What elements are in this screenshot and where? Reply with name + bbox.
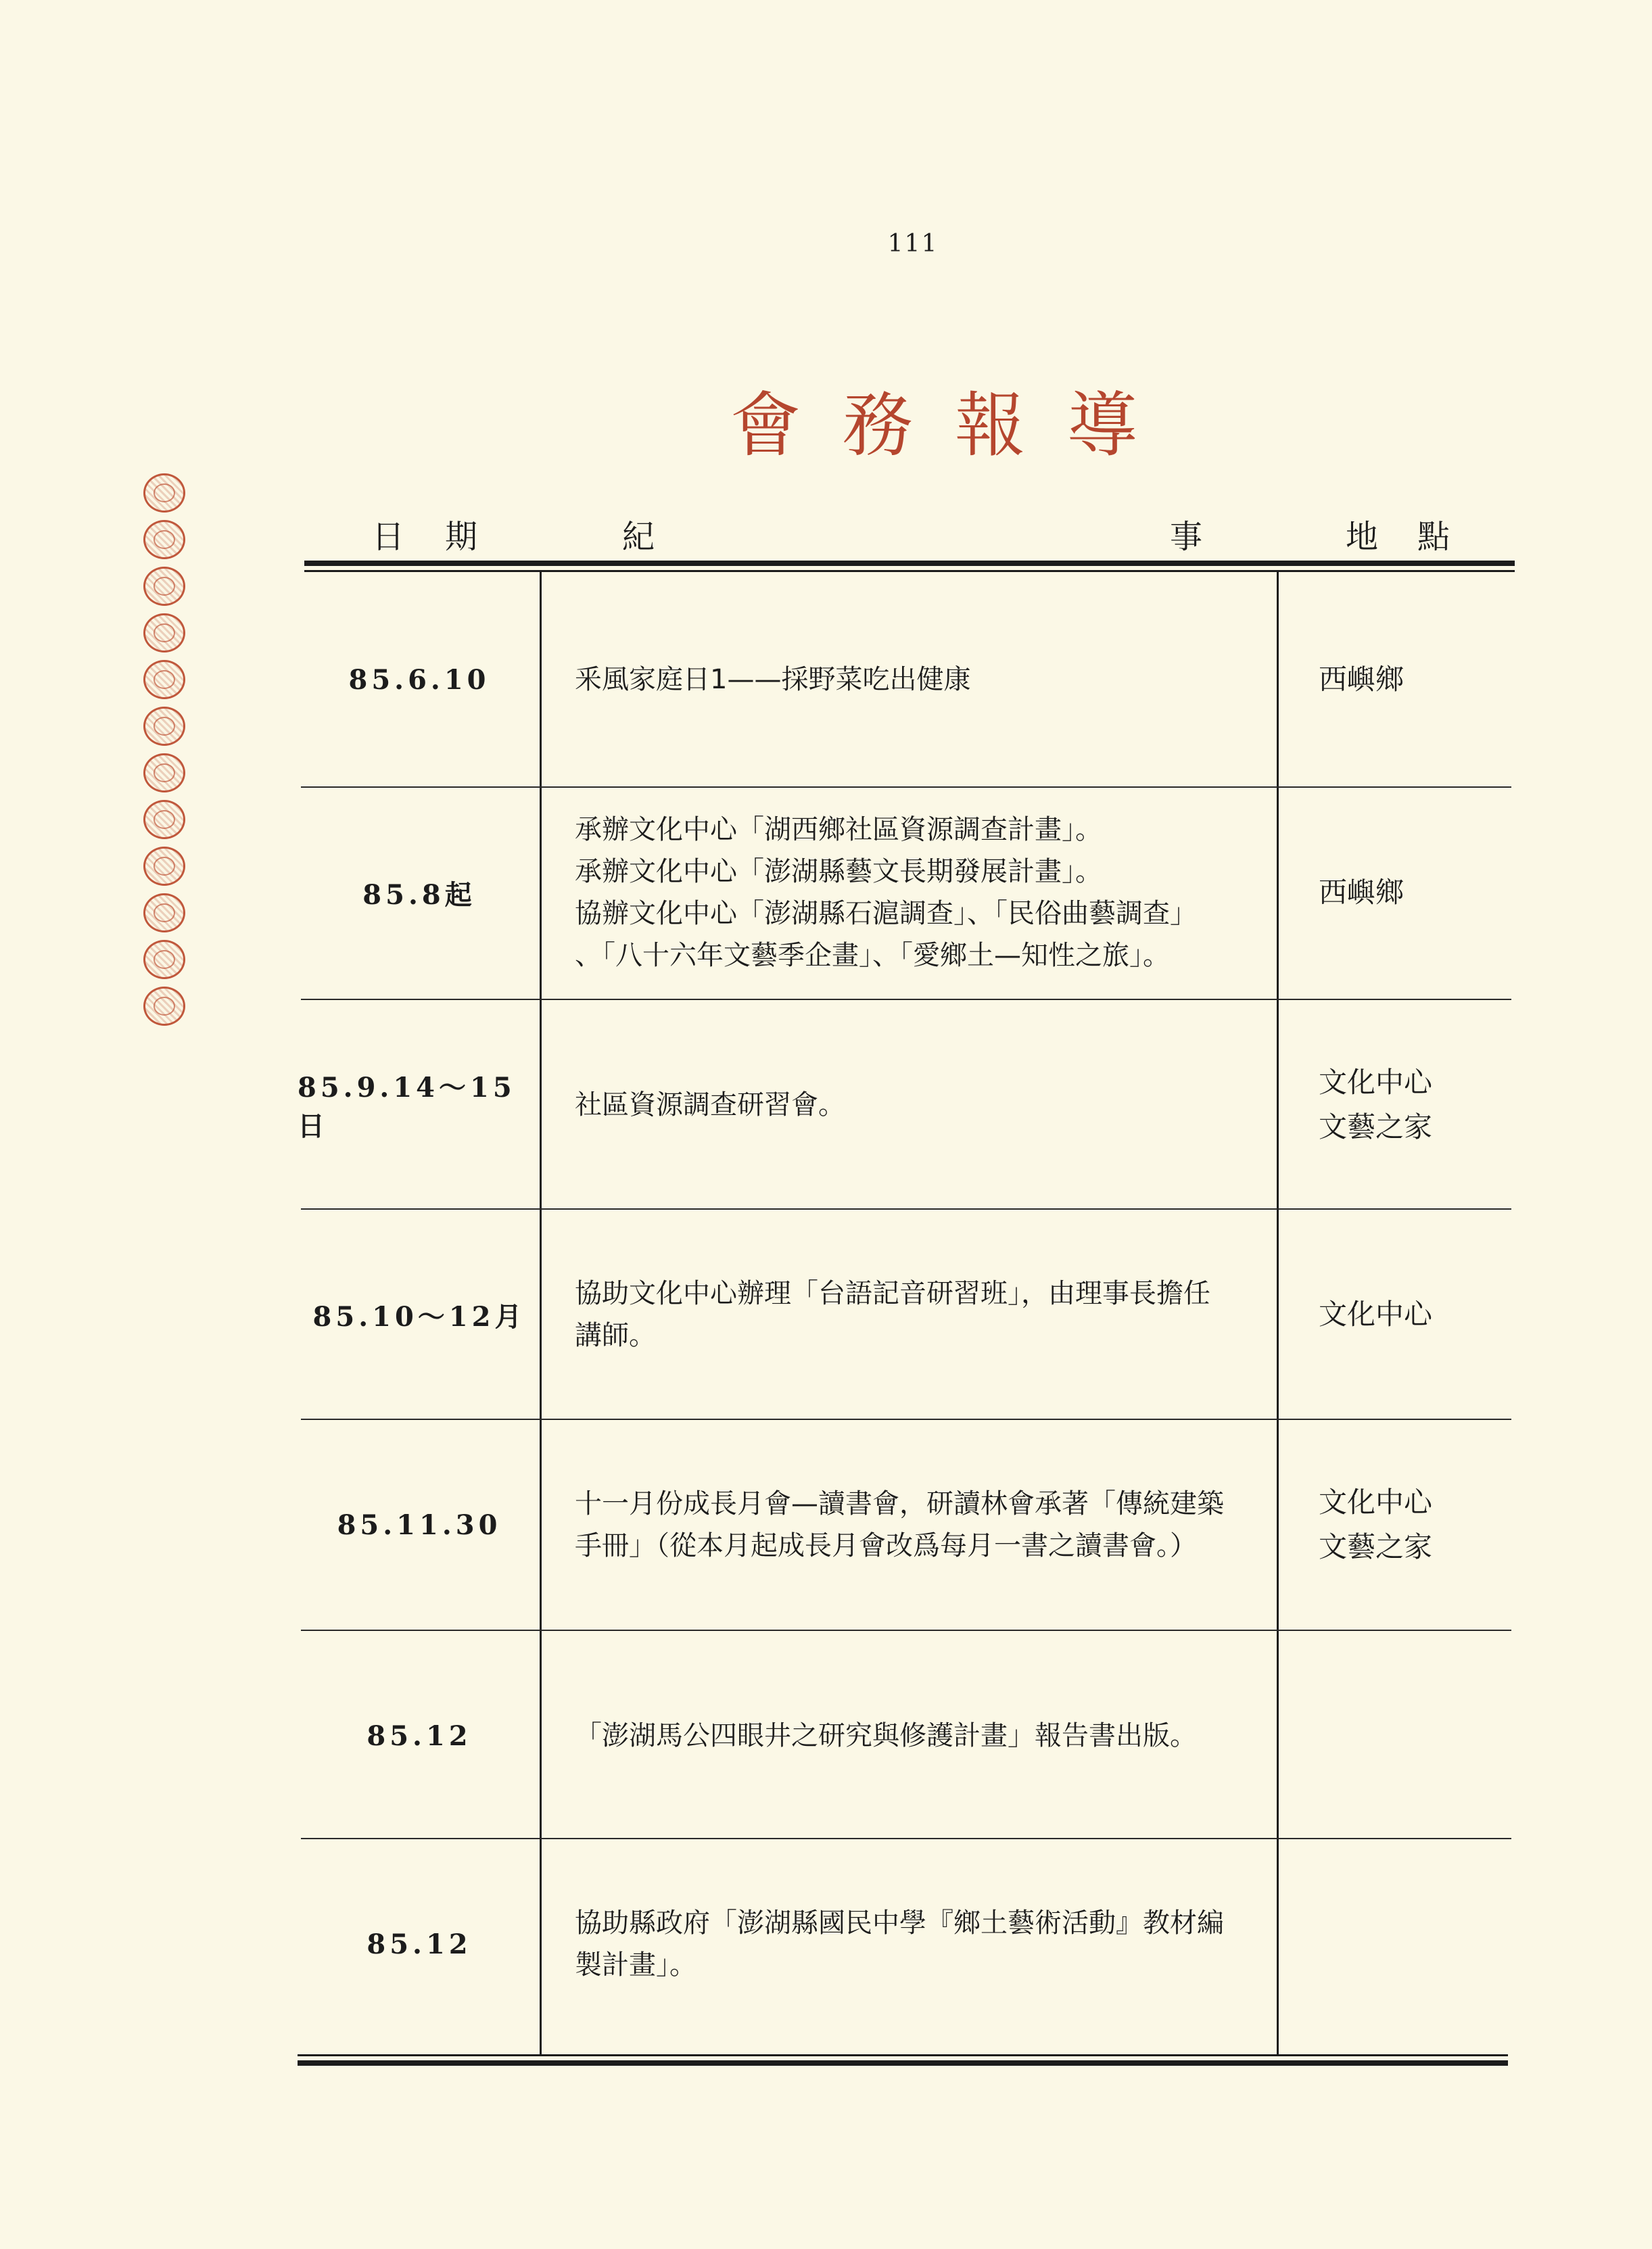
row-location: [1319, 1420, 1508, 1630]
header-location: 地點: [1346, 518, 1490, 556]
table-row: [298, 1210, 1515, 1419]
row-date: 85.12: [367, 1928, 472, 1960]
location-line: 文藝之家: [1319, 1110, 1433, 1143]
table-row: [298, 788, 1515, 997]
row-location: [1319, 788, 1508, 997]
record-line: 製計畫」。: [575, 1949, 697, 1981]
row-date: 85.11.30: [337, 1509, 502, 1541]
seal-stamp: [143, 847, 185, 886]
record-line: 協助縣政府「澎湖縣國民中學『鄉土藝術活動』教材編: [575, 1908, 1224, 1939]
record-line: 釆風家庭日1——採野菜吃出健康: [575, 664, 971, 695]
seal-stamp: [143, 893, 185, 932]
seal-stamp: [143, 707, 185, 746]
row-location: [1319, 1210, 1508, 1419]
record-line: 社區資源調查研習會。: [575, 1089, 845, 1120]
record-line: 協助文化中心辦理「台語記音研習班」，由理事長擔任: [575, 1278, 1210, 1309]
page-number: 111: [887, 230, 939, 258]
location-line: 文化中心: [1319, 1486, 1433, 1519]
record-line: 、「八十六年文藝季企畫」、「愛鄉土—知性之旅」。: [575, 940, 1170, 971]
table-header: [304, 511, 1515, 558]
seal-stamp: [143, 800, 185, 839]
footer-rule-thin: [298, 2054, 1508, 2056]
seal-stamp: [143, 987, 185, 1026]
row-date: 85.10～12月: [312, 1300, 526, 1333]
location-line: 文化中心: [1319, 1298, 1433, 1331]
seal-stamp: [143, 567, 185, 606]
record-line: 承辦文化中心「湖西鄉社區資源調查計畫」。: [575, 814, 1102, 845]
record-line: 承辦文化中心「澎湖縣藝文長期發展計畫」。: [575, 856, 1102, 887]
table-row: [298, 1631, 1515, 1841]
seal-stamp: [143, 753, 185, 792]
header-record-right: 事: [1170, 518, 1203, 556]
header-date: 日期: [372, 518, 519, 556]
row-location: [1319, 1000, 1508, 1210]
seal-stamp: [143, 473, 185, 513]
page-title: 會務報導: [730, 384, 1180, 467]
row-date: 85.9.14～15日: [298, 1072, 516, 1142]
row-date: 85.8起: [362, 878, 476, 911]
row-location: [1319, 1839, 1508, 2049]
record-line: 十一月份成長月會—讀書會，研讀林會承著「傳統建築: [575, 1488, 1224, 1519]
location-line: 文藝之家: [1319, 1530, 1433, 1563]
table-row: [298, 1420, 1515, 1630]
row-date: 85.12: [367, 1720, 472, 1752]
row-date: 85.6.10: [348, 663, 490, 696]
record-line: 講師。: [575, 1320, 656, 1351]
header-rule-thin: [304, 570, 1515, 572]
record-line: 「澎湖馬公四眼井之研究與修護計畫」報告書出版。: [575, 1720, 1197, 1751]
table-row: [298, 1839, 1515, 2049]
table-row: [298, 575, 1515, 784]
seal-stamp: [143, 940, 185, 979]
header-record-left: 紀: [622, 518, 655, 556]
seal-stamp: [143, 613, 185, 653]
record-line: 協辦文化中心「澎湖縣石滬調查」、「民俗曲藝調查」: [575, 898, 1197, 929]
table-row: [298, 1000, 1515, 1210]
seal-column: [143, 473, 192, 1033]
record-line: 手冊」（從本月起成長月會改爲每月一書之讀書會。）: [575, 1530, 1197, 1561]
footer-rule-thick: [298, 2060, 1508, 2066]
row-location: [1319, 1631, 1508, 1841]
location-line: 西嶼鄉: [1319, 876, 1405, 909]
location-line: 文化中心: [1319, 1066, 1433, 1099]
seal-stamp: [143, 660, 185, 699]
seal-stamp: [143, 520, 185, 559]
row-location: [1319, 575, 1508, 784]
header-rule-thick: [304, 561, 1515, 566]
location-line: 西嶼鄉: [1319, 663, 1405, 696]
